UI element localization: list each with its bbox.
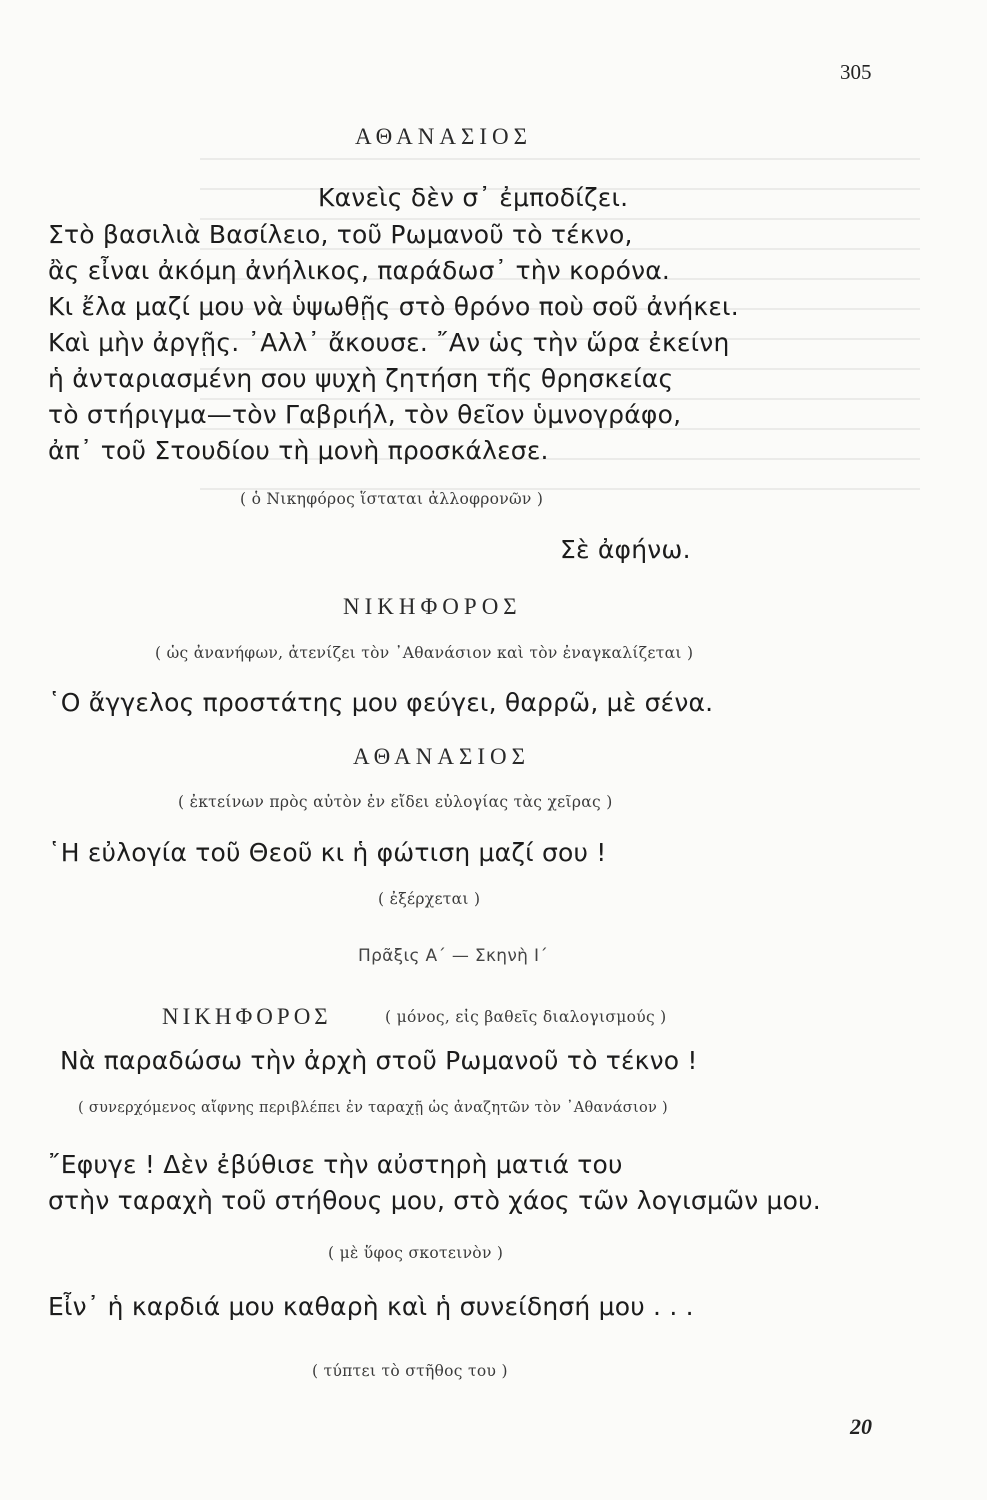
page-number: 305: [840, 60, 872, 84]
verse-line: στὴν ταραχὴ τοῦ στήθους μου, στὸ χάος τῶν λογισμῶν μου.: [48, 1186, 821, 1215]
verse-line: ῾Ο ἄγγελος προστάτης μου φεύγει, θαρρῶ, μὲ σένα.: [48, 688, 714, 717]
verse-line: Κανεὶς δὲν σ᾽ ἐμποδίζει.: [318, 183, 629, 212]
stage-direction: ( ἐξέρχεται ): [378, 890, 481, 908]
verse-line: Καὶ μὴν ἀργῇς. ᾽Αλλ᾽ ἄκουσε. ῎Αν ὡς τὴν ὥρα ἐκείνη: [48, 328, 730, 357]
speaker-athanasios: ΑΘΑΝΑΣΙΟΣ: [355, 124, 533, 149]
verse-line: τὸ στήριγμα—τὸν Γαβριήλ, τὸν θεῖον ὑμνογράφο,: [48, 400, 682, 429]
verse-line: ἀπ᾽ τοῦ Στουδίου τὴ μονὴ προσκάλεσε.: [48, 436, 549, 465]
stage-direction: ( ὁ Νικηφόρος ἵσταται ἀλλοφρονῶν ): [240, 490, 544, 508]
verse-line: Εἶν᾽ ἡ καρδιά μου καθαρὴ καὶ ἡ συνείδησή μου . . .: [48, 1292, 694, 1321]
speaker-nikiforos: ΝΙΚΗΦΟΡΟΣ: [162, 1004, 332, 1029]
verse-line: Νὰ παραδώσω τὴν ἀρχὴ στοῦ Ρωμανοῦ τὸ τέκνο !: [60, 1046, 698, 1075]
verse-line: Σὲ ἀφήνω.: [560, 535, 691, 564]
verse-line: ῎Εφυγε ! Δὲν ἐβύθισε τὴν αὐστηρὴ ματιά του: [48, 1150, 623, 1179]
speaker-nikiforos: ΝΙΚΗΦΟΡΟΣ: [343, 594, 522, 619]
stage-direction: ( τύπτει τὸ στῆθος του ): [312, 1362, 508, 1380]
stage-direction: ( ὡς ἀνανήφων, ἀτενίζει τὸν ᾽Αθανάσιον καὶ τὸν ἐναγκαλίζεται ): [155, 644, 694, 662]
verse-line: ἡ ἀνταριασμένη σου ψυχὴ ζητήση τῆς θρησκείας: [48, 364, 674, 393]
stage-direction: ( μὲ ὕφος σκοτεινὸν ): [328, 1244, 504, 1262]
verse-line: Στὸ βασιλιὰ Βασίλειο, τοῦ Ρωμανοῦ τὸ τέκνο,: [48, 220, 633, 249]
verse-line: Κι ἔλα μαζί μου νὰ ὑψωθῇς στὸ θρόνο ποὺ σοῦ ἀνήκει.: [48, 292, 739, 321]
folio-number: 20: [850, 1414, 872, 1439]
scene-heading: Πρᾶξις Α΄ — Σκηνὴ Ι΄: [358, 946, 549, 966]
verse-line: ἂς εἶναι ἀκόμη ἀνήλικος, παράδωσ᾽ τὴν κορόνα.: [48, 256, 671, 285]
stage-direction: ( συνερχόμενος αἴφνης περιβλέπει ἐν ταραχῇ ὡς ἀναζητῶν τὸν ᾽Αθανάσιον ): [78, 1100, 668, 1116]
verse-line: ῾Η εὐλογία τοῦ Θεοῦ κι ἡ φώτιση μαζί σου !: [48, 838, 607, 867]
stage-direction: ( μόνος, εἰς βαθεῖς διαλογισμούς ): [385, 1008, 667, 1026]
stage-direction: ( ἐκτείνων πρὸς αὐτὸν ἐν εἴδει εὐλογίας τὰς χεῖρας ): [178, 793, 613, 811]
speaker-athanasios: ΑΘΑΝΑΣΙΟΣ: [353, 744, 531, 769]
